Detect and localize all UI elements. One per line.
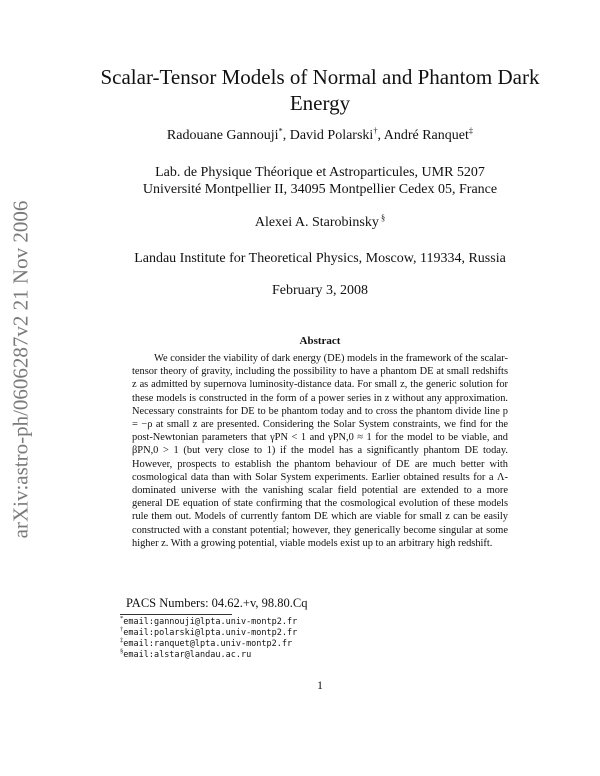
footnote (120, 650, 420, 661)
author-name: André Ranquet (383, 128, 469, 143)
footnote-email: email:alstar@landau.ac.ru (123, 650, 252, 660)
paper-title: Scalar-Tensor Models of Normal and Phantom Dark Energy (100, 65, 540, 115)
author-name: Radouane Gannouji (166, 128, 279, 143)
footnote-mark: † (120, 626, 124, 634)
abstract-body: We consider the viability of dark energy (DE) models in the framework of the scalar-tensor theory of gravity, including the possibility to have a phantom DE at small redshifts z as admitted by supernova luminosity-distance data. For small z, the generic solution for these models is constructed in the form of a power series in z without any approximation. Necessary constraints for DE to be phantom today and to cross the phantom divide line p = −ρ at small z are presented. Considering the Solar System constraints, we find for the post-Newtonian parameters that γPN < 1 and γPN,0 ≈ 1 for the model to be viable, and βPN,0 > 1 (but very close to 1) if the model has a significantly phantom DE today. However, prospects to establish the phantom behaviour of DE are much better with cosmological data than with Solar System experiments. Earlier obtained results for a Λ-dominated universe with the vanishing scalar field potential are extended to a more general DE equation of state confirming that the cosmological evolution of these models rule them out. Models of currently fantom DE which are viable for small z can be easily constructed with a constant potential; however, they generically become singular at some higher z. With a growing potential, viable models exist up to an arbitrary high redshift. (132, 353, 508, 549)
author-separator: , (282, 128, 290, 143)
author-name: David Polarski (289, 128, 374, 143)
affiliation-1-line-2: Université Montpellier II, 34095 Montpellier Cedex 05, France (142, 182, 498, 197)
footnote (120, 628, 420, 639)
author-2 (100, 215, 540, 231)
arxiv-identifier-text: arXiv:astro-ph/0606287v2 21 Nov 2006 (8, 200, 33, 538)
page-number: 1 (317, 678, 323, 692)
footnote-mark: * (120, 615, 124, 623)
author-mark: † (373, 126, 378, 136)
footnote-email: email:ranquet@lpta.univ-montp2.fr (123, 639, 293, 649)
footnote (120, 617, 420, 628)
abstract-heading: Abstract (299, 335, 341, 347)
footnote-mark: § (120, 648, 124, 656)
author-mark: ‡ (468, 126, 474, 136)
footnote (120, 639, 420, 650)
author-separator: , (377, 128, 384, 143)
authors (100, 128, 540, 144)
author-name: Alexei A. Starobinsky (254, 215, 379, 230)
footnote-mark: ‡ (120, 637, 124, 645)
arxiv-identifier (6, 194, 36, 544)
footnotes (120, 617, 420, 661)
pacs-numbers: PACS Numbers: 04.62.+v, 98.80.Cq (126, 596, 308, 610)
affiliation-1-line-1: Lab. de Physique Théorique et Astroparticules, UMR 5207 (155, 165, 485, 180)
footnote-email: email:polarski@lpta.univ-montp2.fr (123, 628, 298, 638)
footnote-rule (120, 614, 232, 615)
affiliation-2: Landau Institute for Theoretical Physics, Moscow, 119334, Russia (134, 251, 506, 266)
author-mark: § (378, 213, 386, 223)
date: February 3, 2008 (271, 283, 369, 298)
footnote-email: email:gannouji@lpta.univ-montp2.fr (123, 617, 298, 627)
author-mark: * (278, 126, 283, 136)
